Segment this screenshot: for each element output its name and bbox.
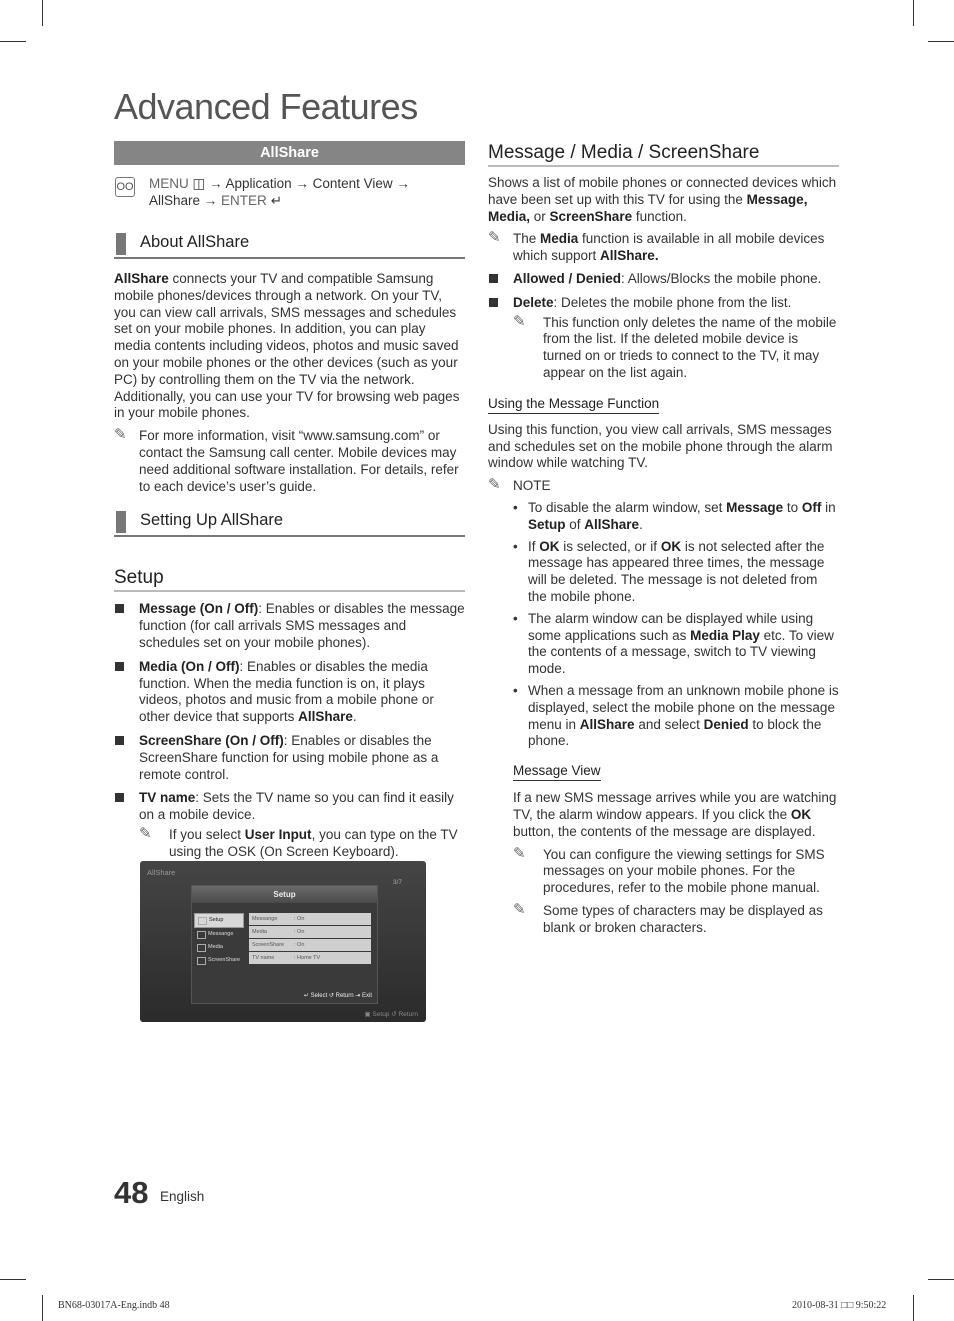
crop-mark — [913, 1295, 914, 1321]
tv-dialog-title: Setup — [192, 886, 377, 903]
allowed-denied-bullet — [488, 271, 839, 288]
bullet-text: . — [352, 709, 357, 725]
tv-options-list — [249, 913, 371, 965]
bullet-bold: Message (On / Off) — [139, 601, 259, 617]
dot-bullet-icon: • — [513, 538, 518, 554]
enter-label: ENTER — [221, 193, 267, 208]
right-intro — [488, 175, 839, 225]
tv-menu-item[interactable] — [194, 913, 244, 928]
note-pencil-icon: ✎ — [139, 824, 152, 842]
tv-page-indicator: 3/7 — [392, 879, 402, 886]
setup-bullet-screenshare — [114, 733, 465, 783]
bullet-text: : Sets the TV name so you can find it easily on a mobile device. — [139, 790, 454, 823]
note-pencil-icon: ✎ — [488, 229, 501, 247]
note-item-bold: OK — [539, 538, 560, 554]
menu-path-text — [149, 175, 459, 209]
dot-bullet-icon: • — [513, 499, 518, 515]
bullet-bold: ScreenShare (On / Off) — [139, 732, 284, 748]
tv-option-name: Media — [252, 929, 267, 935]
right-column — [488, 142, 839, 936]
note-item-bold: Denied — [703, 716, 749, 732]
note-item-text: in — [821, 499, 836, 515]
view-bold: OK — [790, 806, 812, 822]
message-media-screenshare-heading: Message / Media / ScreenShare — [488, 142, 839, 167]
intro-bold: ScreenShare — [549, 208, 633, 224]
tv-menu-label: Media — [208, 944, 223, 950]
allshare-section-bar: AllShare — [114, 141, 465, 165]
bullet-text: : Enables or disables the media function. When the media function is on, it plays videos, photos and music from a mobile phone or other device that supports — [139, 658, 434, 725]
note-item-text: is selected, or if — [559, 538, 661, 554]
intro-bold: Message, Media, — [488, 191, 808, 224]
view-note — [513, 900, 839, 937]
tv-menu-item[interactable] — [194, 954, 244, 967]
note-item-text: to block the phone. — [528, 716, 822, 749]
tvname-note — [139, 824, 465, 861]
intro-text: function. — [632, 208, 687, 224]
note-text: If you select — [169, 826, 245, 842]
tv-menu-item[interactable] — [194, 941, 244, 954]
heading-bar — [116, 511, 126, 533]
menu-path-part1: → Application → Content View → — [205, 176, 410, 191]
note-pencil-icon: ✎ — [114, 426, 127, 444]
crop-mark — [42, 1295, 43, 1321]
tv-option-name: ScreenShare — [252, 942, 285, 948]
note-item — [513, 500, 839, 534]
bullet-text: : Allows/Blocks the mobile phone. — [621, 270, 822, 286]
note-label-row — [488, 478, 839, 495]
tv-option-value: : On — [294, 929, 305, 935]
message-view-text — [513, 790, 839, 840]
note-item-bold: Message — [726, 499, 784, 515]
note-item — [513, 683, 839, 750]
note-item-text: . — [639, 516, 643, 532]
menu-shortcut-icon: OO — [115, 177, 135, 197]
setting-up-title: Setting Up AllShare — [140, 511, 284, 530]
note-text: You can configure the viewing settings for SMS messages on your mobile phones. For the procedures, refer to the mobile phone manual. — [543, 846, 825, 896]
bullet-text: : Deletes the mobile phone from the list. — [553, 294, 792, 310]
tv-option-value: : On — [294, 916, 305, 922]
dot-bullet-icon: • — [513, 682, 518, 698]
menu-grid-icon: ◫ — [192, 176, 206, 191]
menu-path — [114, 175, 465, 215]
about-note-text: For more information, visit “www.samsung.com” or contact the Samsung call center. Mobile devices may need additional software installation. For details, refer to each device’s user’s guide. — [139, 428, 459, 494]
tv-menu-item[interactable] — [194, 928, 244, 941]
crop-mark — [913, 0, 914, 26]
about-allshare-title: About AllShare — [140, 233, 250, 251]
bullet-bold: Media (On / Off) — [139, 658, 240, 674]
enter-icon: ↵ — [270, 193, 282, 208]
tv-menu-label: Setup — [209, 917, 224, 923]
delete-note — [513, 312, 839, 382]
note-item-bold: Media Play — [690, 627, 760, 643]
delete-bullet — [488, 295, 839, 312]
note-item-bold: AllShare — [579, 716, 635, 732]
note-item-bold: Off — [801, 499, 822, 515]
menu-label: MENU — [149, 176, 189, 191]
note-bold: AllShare. — [600, 248, 659, 264]
square-bullet-icon — [115, 793, 124, 802]
intro-text: Shows a list of mobile phones or connected devices which have been set up with this TV for using the — [488, 175, 837, 207]
menu-path-part2: AllShare → — [149, 193, 222, 208]
crop-mark — [928, 1279, 954, 1280]
bullet-text: : Enables or disables the message function (for call arrivals SMS messages and schedules set on your mobile phones). — [139, 601, 465, 650]
heading-bar — [116, 233, 126, 255]
note-item — [513, 539, 839, 606]
note-item-bold: AllShare — [584, 516, 640, 532]
about-allshare-text — [114, 271, 465, 422]
note-item-bold: Setup — [528, 516, 566, 532]
print-file-info: BN68-03017A-Eng.indb 48 — [58, 1300, 170, 1311]
dot-bullet-icon: • — [513, 610, 518, 626]
tv-option-row[interactable] — [249, 926, 371, 938]
note-item-text: is not selected after the message has appeared three times, the message will be deleted. The message is not deleted from the mobile phone. — [528, 538, 825, 604]
note-pencil-icon: ✎ — [513, 900, 526, 918]
setup-bullet-message — [114, 601, 465, 651]
note-pencil-icon: ✎ — [488, 476, 501, 494]
screen-icon — [197, 957, 206, 965]
note-item-bold: OK — [660, 538, 682, 554]
square-bullet-icon — [489, 274, 498, 283]
left-column — [114, 141, 465, 861]
square-bullet-icon — [489, 298, 498, 307]
note-text: The — [513, 231, 541, 247]
setup-heading: Setup — [114, 567, 465, 592]
page-title: Advanced Features — [114, 86, 418, 127]
note-bold: Media — [540, 231, 579, 247]
tv-option-row[interactable] — [249, 952, 371, 964]
crop-mark — [42, 0, 43, 26]
about-text-body: connects your TV and compatible Samsung mobile phones/devices through a network. On your TV, you can view call arrivals, SMS messages and schedules set on your mobile phones. In addition, you can play media contents including videos, photos and music saved on your mobile phones or the other devices (such as your PC) by controlling them on the TV via the network. Additionally, you can use your TV for browsing web pages in your mobile phones. — [114, 271, 460, 421]
view-text: If a new SMS message arrives while you are watching TV, the alarm window appears. If you click the — [513, 790, 837, 822]
media-icon — [197, 944, 206, 952]
tv-menu-list — [194, 913, 244, 967]
gear-icon — [198, 917, 207, 925]
tv-screen-label: AllShare — [147, 868, 176, 877]
tv-setup-screenshot — [140, 861, 426, 1022]
bullet-bold: AllShare — [298, 709, 353, 725]
about-note — [114, 428, 465, 495]
setup-bullet-media — [114, 659, 465, 726]
square-bullet-icon — [115, 662, 124, 671]
note-text: Some types of characters may be displayed as blank or broken characters. — [543, 902, 823, 935]
bullet-bold: Delete — [513, 294, 554, 310]
tv-menu-label: ScreenShare — [208, 957, 241, 963]
view-note — [513, 844, 839, 897]
note-text: This function only deletes the name of the mobile from the list. If the deleted mobile device is turned on or trieds to connect to the TV, it may appear on the list again. — [543, 314, 837, 380]
using-message-heading: Using the Message Function — [488, 396, 659, 414]
note-text: function is available in all mobile devices which support — [513, 231, 825, 264]
note-item-text: If — [528, 538, 540, 554]
crop-mark — [0, 1279, 26, 1280]
tv-menu-label: Messange — [208, 931, 234, 937]
note-item — [513, 611, 839, 678]
note-pencil-icon: ✎ — [513, 312, 526, 330]
tv-dialog-footer: ↵ Select ↺ Return ⇥ Exit — [303, 993, 372, 999]
setup-bullet-tvname — [114, 790, 465, 824]
tv-option-row[interactable] — [249, 913, 371, 925]
note-item-text: The alarm window can be displayed while using some applications such as — [528, 610, 814, 643]
message-view-heading: Message View — [513, 763, 601, 781]
tv-setup-dialog — [191, 885, 378, 1004]
tv-option-name: Messange — [252, 916, 278, 922]
setting-up-heading — [114, 511, 465, 537]
crop-mark — [928, 41, 954, 42]
tv-option-value: : Home TV — [294, 955, 321, 961]
note-pencil-icon: ✎ — [513, 844, 526, 862]
allshare-bold: AllShare — [114, 271, 169, 286]
bullet-bold: Allowed / Denied — [513, 270, 622, 286]
note-item-text: etc. To view the contents of a message, switch to TV viewing mode. — [528, 627, 834, 677]
media-note — [488, 231, 839, 265]
note-text: , you can type on the TV using the OSK (On Screen Keyboard). — [169, 826, 458, 859]
page-number: 48 — [114, 1175, 149, 1210]
note-item-text: to — [783, 499, 802, 515]
square-bullet-icon — [115, 736, 124, 745]
note-item-text: and select — [634, 716, 704, 732]
tv-option-row[interactable] — [249, 939, 371, 951]
tv-option-name: TV name — [252, 955, 275, 961]
crop-mark — [0, 41, 26, 42]
page-language: English — [160, 1189, 205, 1204]
note-item-text: To disable the alarm window, set — [528, 499, 727, 515]
view-text: button, the contents of the message are displayed. — [513, 823, 816, 839]
using-message-text: Using this function, you view call arrivals, SMS messages and schedules set on the mobile phone through the alarm window while watching TV. — [488, 421, 833, 471]
square-bullet-icon — [115, 604, 124, 613]
about-allshare-heading — [114, 233, 465, 259]
message-icon — [197, 931, 206, 939]
note-bold: User Input — [244, 826, 312, 842]
tv-screen-footer: ▣ Setup ↺ Return — [364, 1011, 418, 1018]
note-item-text: When a message from an unknown mobile phone is displayed, select the mobile phone on the message menu in — [528, 682, 839, 732]
note-item-text: of — [565, 516, 585, 532]
note-label: NOTE — [513, 478, 551, 494]
bullet-text: : Enables or disables the ScreenShare function for using mobile phone as a remote control. — [139, 732, 439, 782]
bullet-bold: TV name — [139, 790, 196, 806]
intro-text: or — [530, 208, 550, 224]
print-datetime: 2010-08-31 □□ 9:50:22 — [792, 1300, 887, 1311]
tv-option-value: : On — [294, 942, 305, 948]
